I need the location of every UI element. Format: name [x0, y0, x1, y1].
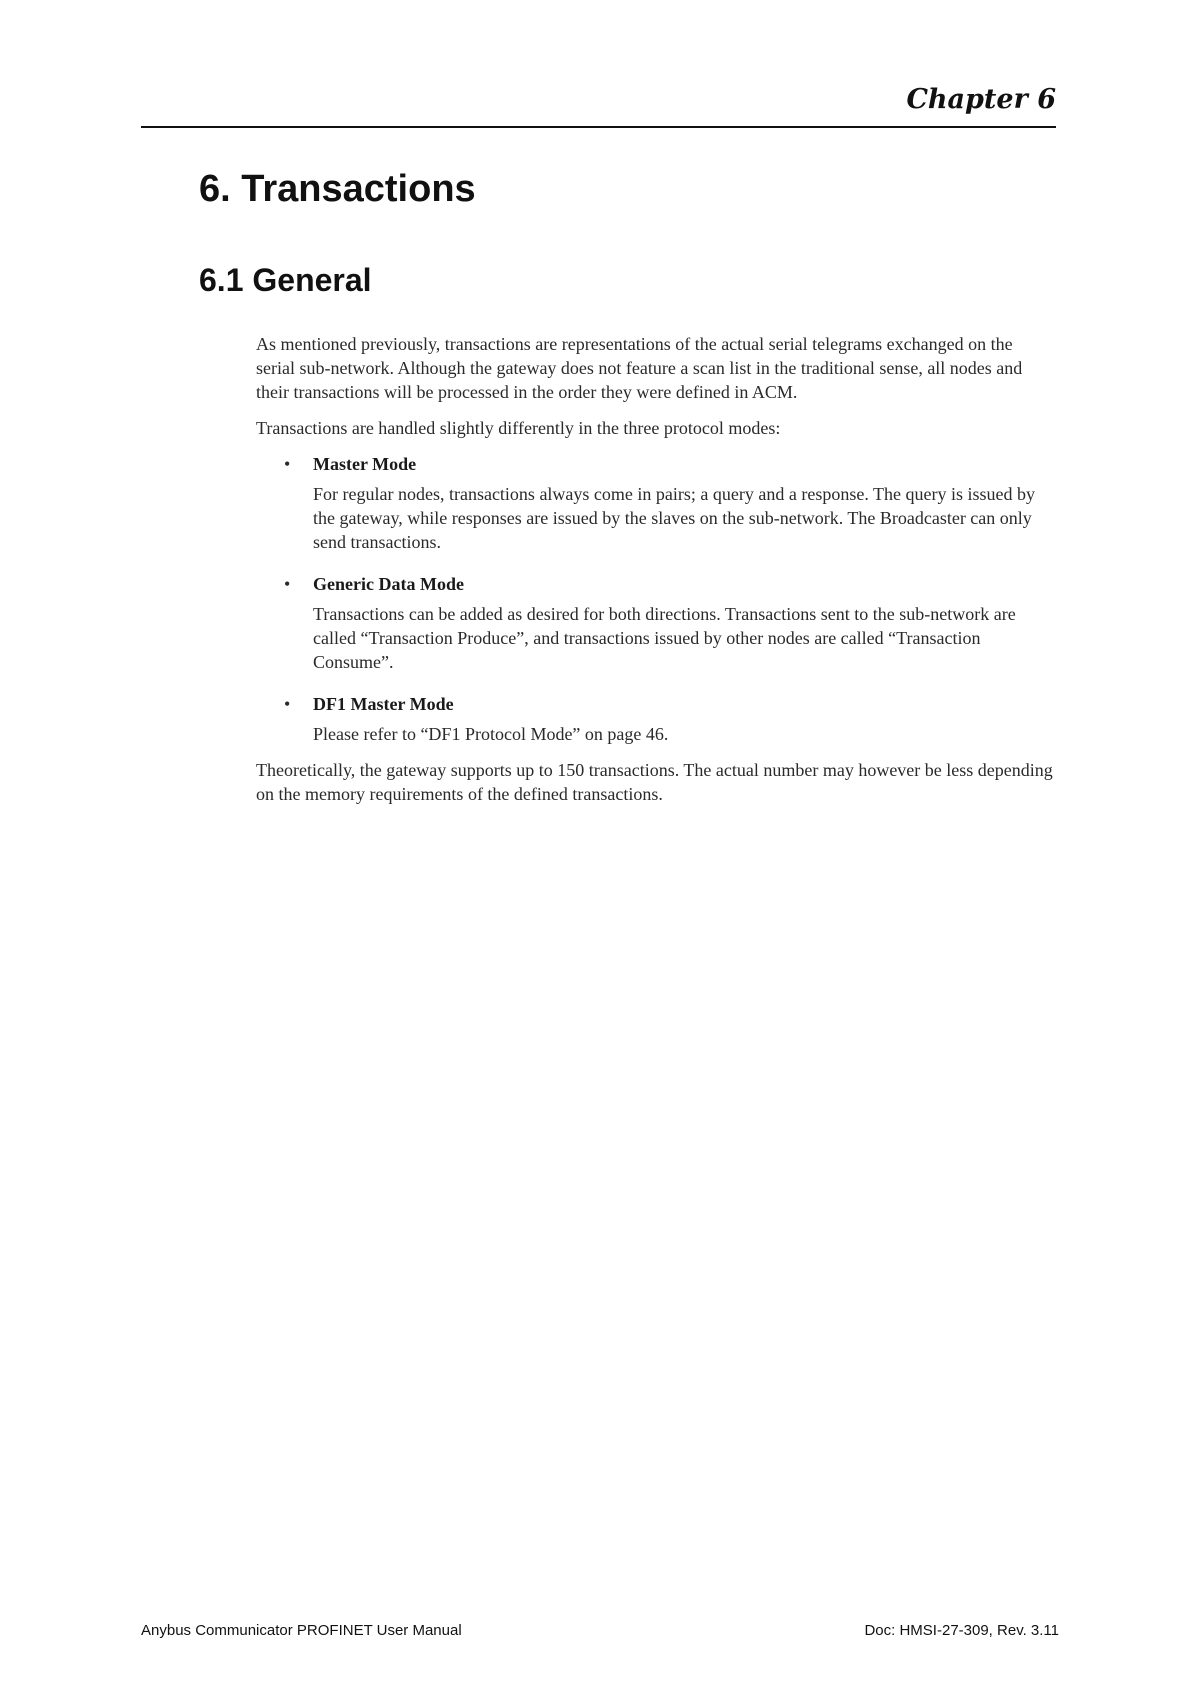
- mode-description: Transactions can be added as desired for both directions. Transactions sent to the sub-network are called “Transaction Produce”, and transactions issued by other nodes are called “Transaction Consume”.: [313, 604, 1016, 672]
- mode-title: DF1 Master Mode: [313, 694, 454, 714]
- mode-description: Please refer to “DF1 Protocol Mode” on page 46.: [313, 724, 669, 744]
- bullet-icon: •: [284, 454, 291, 474]
- list-item: [256, 692, 1056, 746]
- mode-title: Master Mode: [313, 454, 417, 474]
- section-title: 6.1 General: [199, 262, 372, 298]
- closing-paragraph: Theoretically, the gateway supports up to 150 transactions. The actual number may however be less depending on the memory requirements of the defined transactions.: [256, 760, 1053, 804]
- chapter-divider: [141, 126, 1056, 128]
- mode-title: Generic Data Mode: [313, 574, 464, 594]
- footer-document-revision: Doc: HMSI-27-309, Rev. 3.11: [864, 1622, 1059, 1639]
- section-body: [256, 332, 1056, 818]
- intro-paragraph: As mentioned previously, transactions are representations of the actual serial telegrams exchanged on the serial sub-network. Although the gateway does not feature a scan list in the traditional sense, all nodes and their transactions will be processed in the order they were defined in ACM.: [256, 334, 1023, 402]
- protocol-modes-list: [256, 452, 1056, 746]
- list-item: [256, 572, 1056, 674]
- chapter-label: Chapter 6: [906, 84, 1056, 115]
- footer-document-title: Anybus Communicator PROFINET User Manual: [141, 1622, 462, 1639]
- bullet-icon: •: [284, 694, 291, 714]
- bullet-icon: •: [284, 574, 291, 594]
- list-item: [256, 452, 1056, 554]
- chapter-title: 6. Transactions: [199, 168, 476, 210]
- mode-description: For regular nodes, transactions always come in pairs; a query and a response. The query is issued by the gateway, while responses are issued by the slaves on the sub-network. The Broadcaster can only send transactions.: [313, 484, 1035, 552]
- modes-intro-paragraph: Transactions are handled slightly differently in the three protocol modes:: [256, 418, 781, 438]
